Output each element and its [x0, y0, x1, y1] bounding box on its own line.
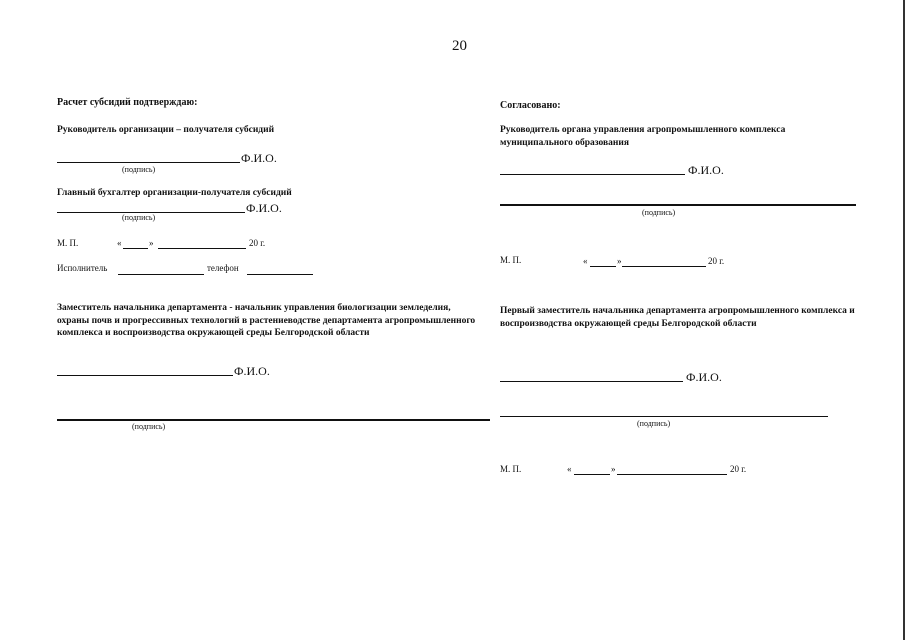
- signature-line: [500, 416, 828, 417]
- date-open-quote: «: [567, 464, 572, 474]
- signature-line: [500, 204, 856, 206]
- signature-caption: (подпись): [637, 419, 671, 428]
- phone-label: телефон: [207, 263, 239, 273]
- chief-accountant-label: Главный бухгалтер организации-получателя субсидий: [57, 188, 292, 198]
- year-label: 20 г.: [249, 238, 266, 248]
- signature-line: [500, 381, 683, 382]
- fio-label: Ф.И.О.: [246, 201, 282, 215]
- fio-label: Ф.И.О.: [241, 151, 277, 165]
- date-day-line: [574, 474, 610, 475]
- first-deputy-title: Первый заместитель начальника департамента агропромышленного комплекса и воспроизводства окружающей среды Белгородской области: [500, 306, 855, 329]
- date-month-line: [617, 474, 727, 475]
- year-label: 20 г.: [730, 464, 747, 474]
- date-day-line: [123, 248, 148, 249]
- date-close-quote: »: [611, 464, 616, 474]
- date-month-line: [158, 248, 246, 249]
- date-open-quote: «: [117, 238, 122, 248]
- signature-caption: (подпись): [642, 208, 676, 217]
- fio-label: Ф.И.О.: [686, 370, 722, 384]
- mp-label: М. П.: [500, 255, 522, 265]
- fio-label: Ф.И.О.: [234, 364, 270, 378]
- date-month-line: [622, 266, 706, 267]
- signature-caption: (подпись): [132, 422, 166, 431]
- municipal-head-label: Руководитель органа управления агропромышленного комплекса муниципального образования: [500, 125, 786, 148]
- signature-line: [57, 419, 490, 421]
- page-number: 20: [452, 38, 467, 54]
- fio-label: Ф.И.О.: [688, 163, 724, 177]
- head-of-org-label: Руководитель организации – получателя субсидий: [57, 125, 275, 135]
- phone-line: [247, 274, 313, 275]
- signature-line: [500, 174, 685, 175]
- date-day-line: [590, 266, 616, 267]
- mp-label: М. П.: [57, 238, 79, 248]
- year-label: 20 г.: [708, 256, 725, 266]
- right-heading: Согласовано:: [500, 100, 561, 111]
- signature-caption: (подпись): [122, 165, 156, 174]
- executor-line: [118, 274, 204, 275]
- date-close-quote: »: [617, 256, 622, 266]
- signature-line: [57, 162, 240, 163]
- date-close-quote: »: [149, 238, 154, 248]
- executor-label: Исполнитель: [57, 263, 108, 273]
- signature-caption: (подпись): [122, 213, 156, 222]
- left-heading: Расчет субсидий подтверждаю:: [57, 97, 198, 108]
- deputy-title: Заместитель начальника департамента - начальник управления биологизации земледелия, охраны почв и прогрессивных технологий в растениеводстве департамента агропромышленного комплекса и воспроизводства окружающей среды Белгородской области: [57, 303, 476, 338]
- mp-label: М. П.: [500, 464, 522, 474]
- date-open-quote: «: [583, 256, 588, 266]
- signature-line: [57, 375, 233, 376]
